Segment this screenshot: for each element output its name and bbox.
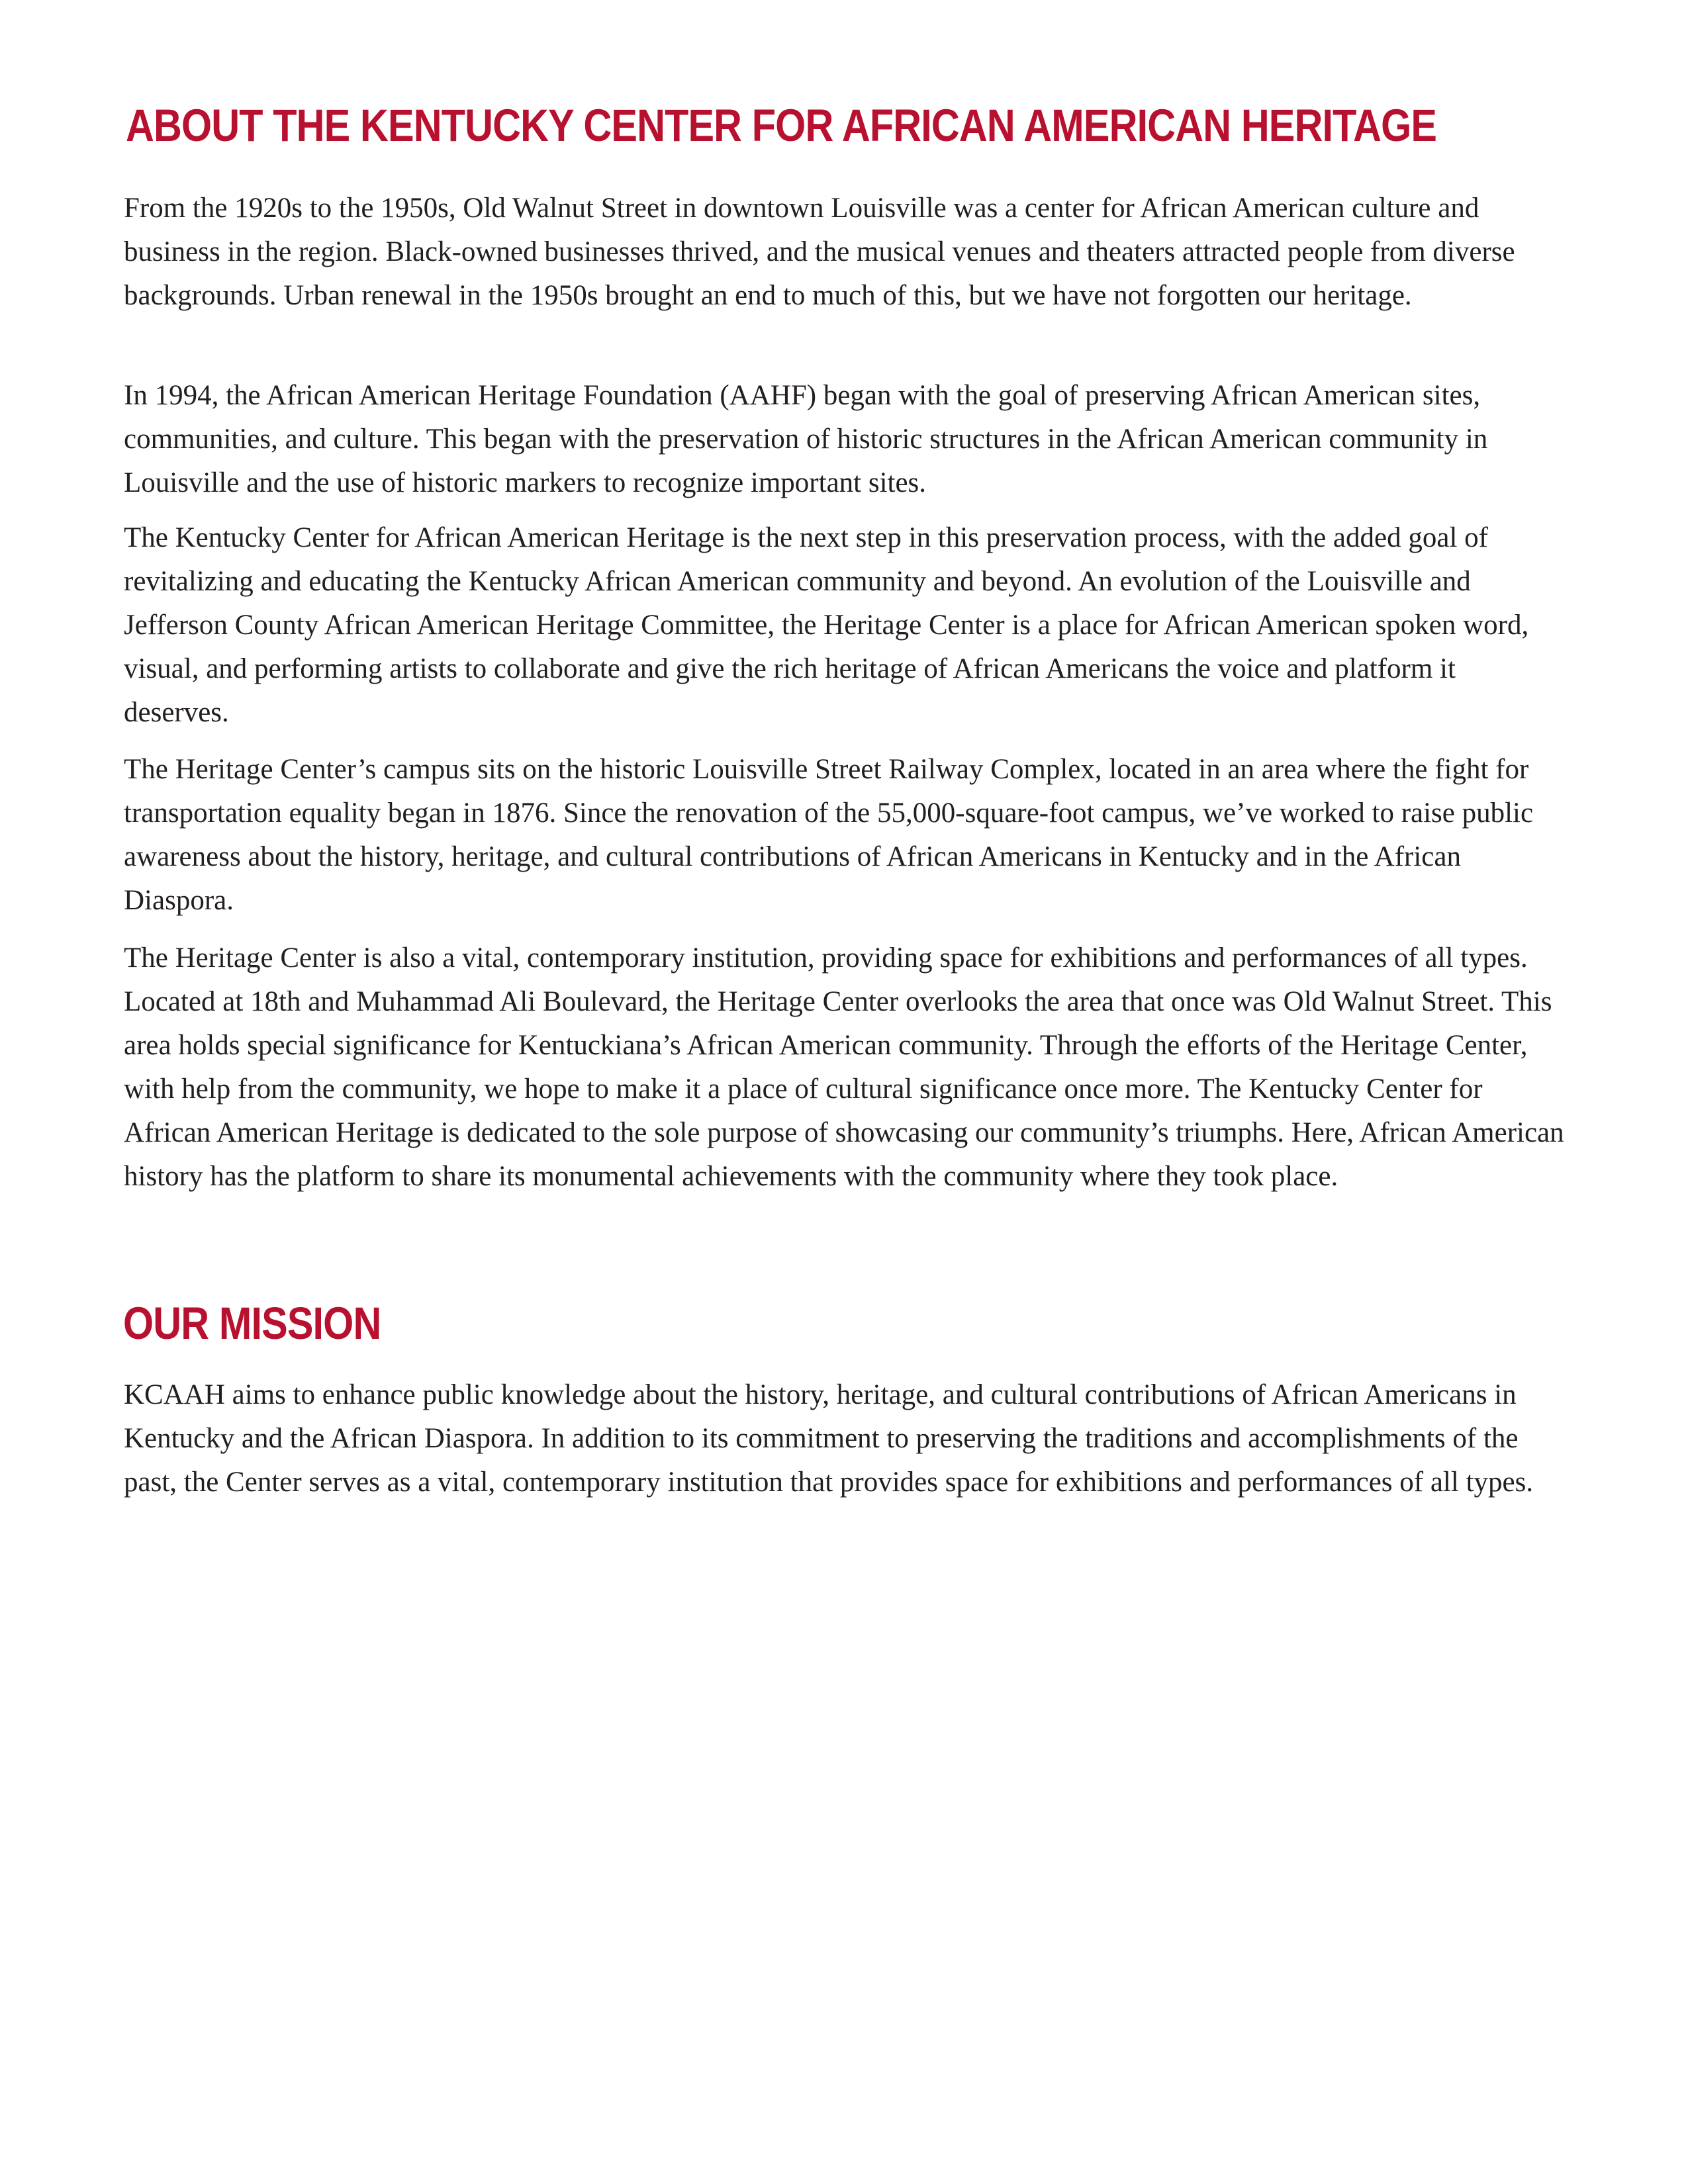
mission-heading: OUR MISSION bbox=[123, 1298, 381, 1349]
mission-paragraph: KCAAH aims to enhance public knowledge about the history, heritage, and cultural contributions of African Americans in Kentucky and the African Diaspora. In addition to its commitment to preserving the traditions and accomplishments of the past, the Center serves as a vital, contemporary institution that provides space for exhibitions and performances of all types. bbox=[124, 1379, 1534, 1498]
about-paragraph-5: The Heritage Center is also a vital, contemporary institution, providing space for exhibitions and performances of all types. Located at 18th and Muhammad Ali Boulevard, the Heritage Center overlooks the area that once was Old Walnut Street. This area holds special significance for Kentuckiana’s African American community. Through the efforts of the Heritage Center, with help from the community, we hope to make it a place of cultural significance once more. The Kentucky Center for African American Heritage is dedicated to the sole purpose of showcasing our community’s triumphs. Here, African American history has the platform to share its monumental achievements with the community where they took place. bbox=[124, 942, 1564, 1192]
about-paragraph-3: The Kentucky Center for African American Heritage is the next step in this preservation process, with the added goal of revitalizing and educating the Kentucky African American community and beyond. An evolution of the Louisville and Jefferson County African American Heritage Committee, the Heritage Center is a place for African American spoken word, visual, and performing artists to collaborate and give the rich heritage of African Americans the voice and platform it deserves. bbox=[124, 522, 1529, 728]
about-paragraph-1: From the 1920s to the 1950s, Old Walnut Street in downtown Louisville was a center for African American culture and business in the region. Black-owned businesses thrived, and the musical venues and theaters attracted people from diverse backgrounds. Urban renewal in the 1950s brought an end to much of this, but we have not forgotten our heritage. bbox=[124, 193, 1515, 311]
about-paragraph-4: The Heritage Center’s campus sits on the historic Louisville Street Railway Complex, located in an area where the fight for transportation equality began in 1876. Since the renovation of the 55,000-square-foot campus, we’ve worked to raise public awareness about the history, heritage, and cultural contributions of African Americans in Kentucky and in the African Diaspora. bbox=[124, 754, 1534, 916]
about-heading: ABOUT THE KENTUCKY CENTER FOR AFRICAN AMERICAN HERITAGE bbox=[126, 100, 1437, 151]
about-paragraph-2: In 1994, the African American Heritage Foundation (AAHF) began with the goal of preserving African American sites, communities, and culture. This began with the preservation of historic structures in the African American community in Louisville and the use of historic markers to recognize important sites. bbox=[124, 380, 1488, 498]
